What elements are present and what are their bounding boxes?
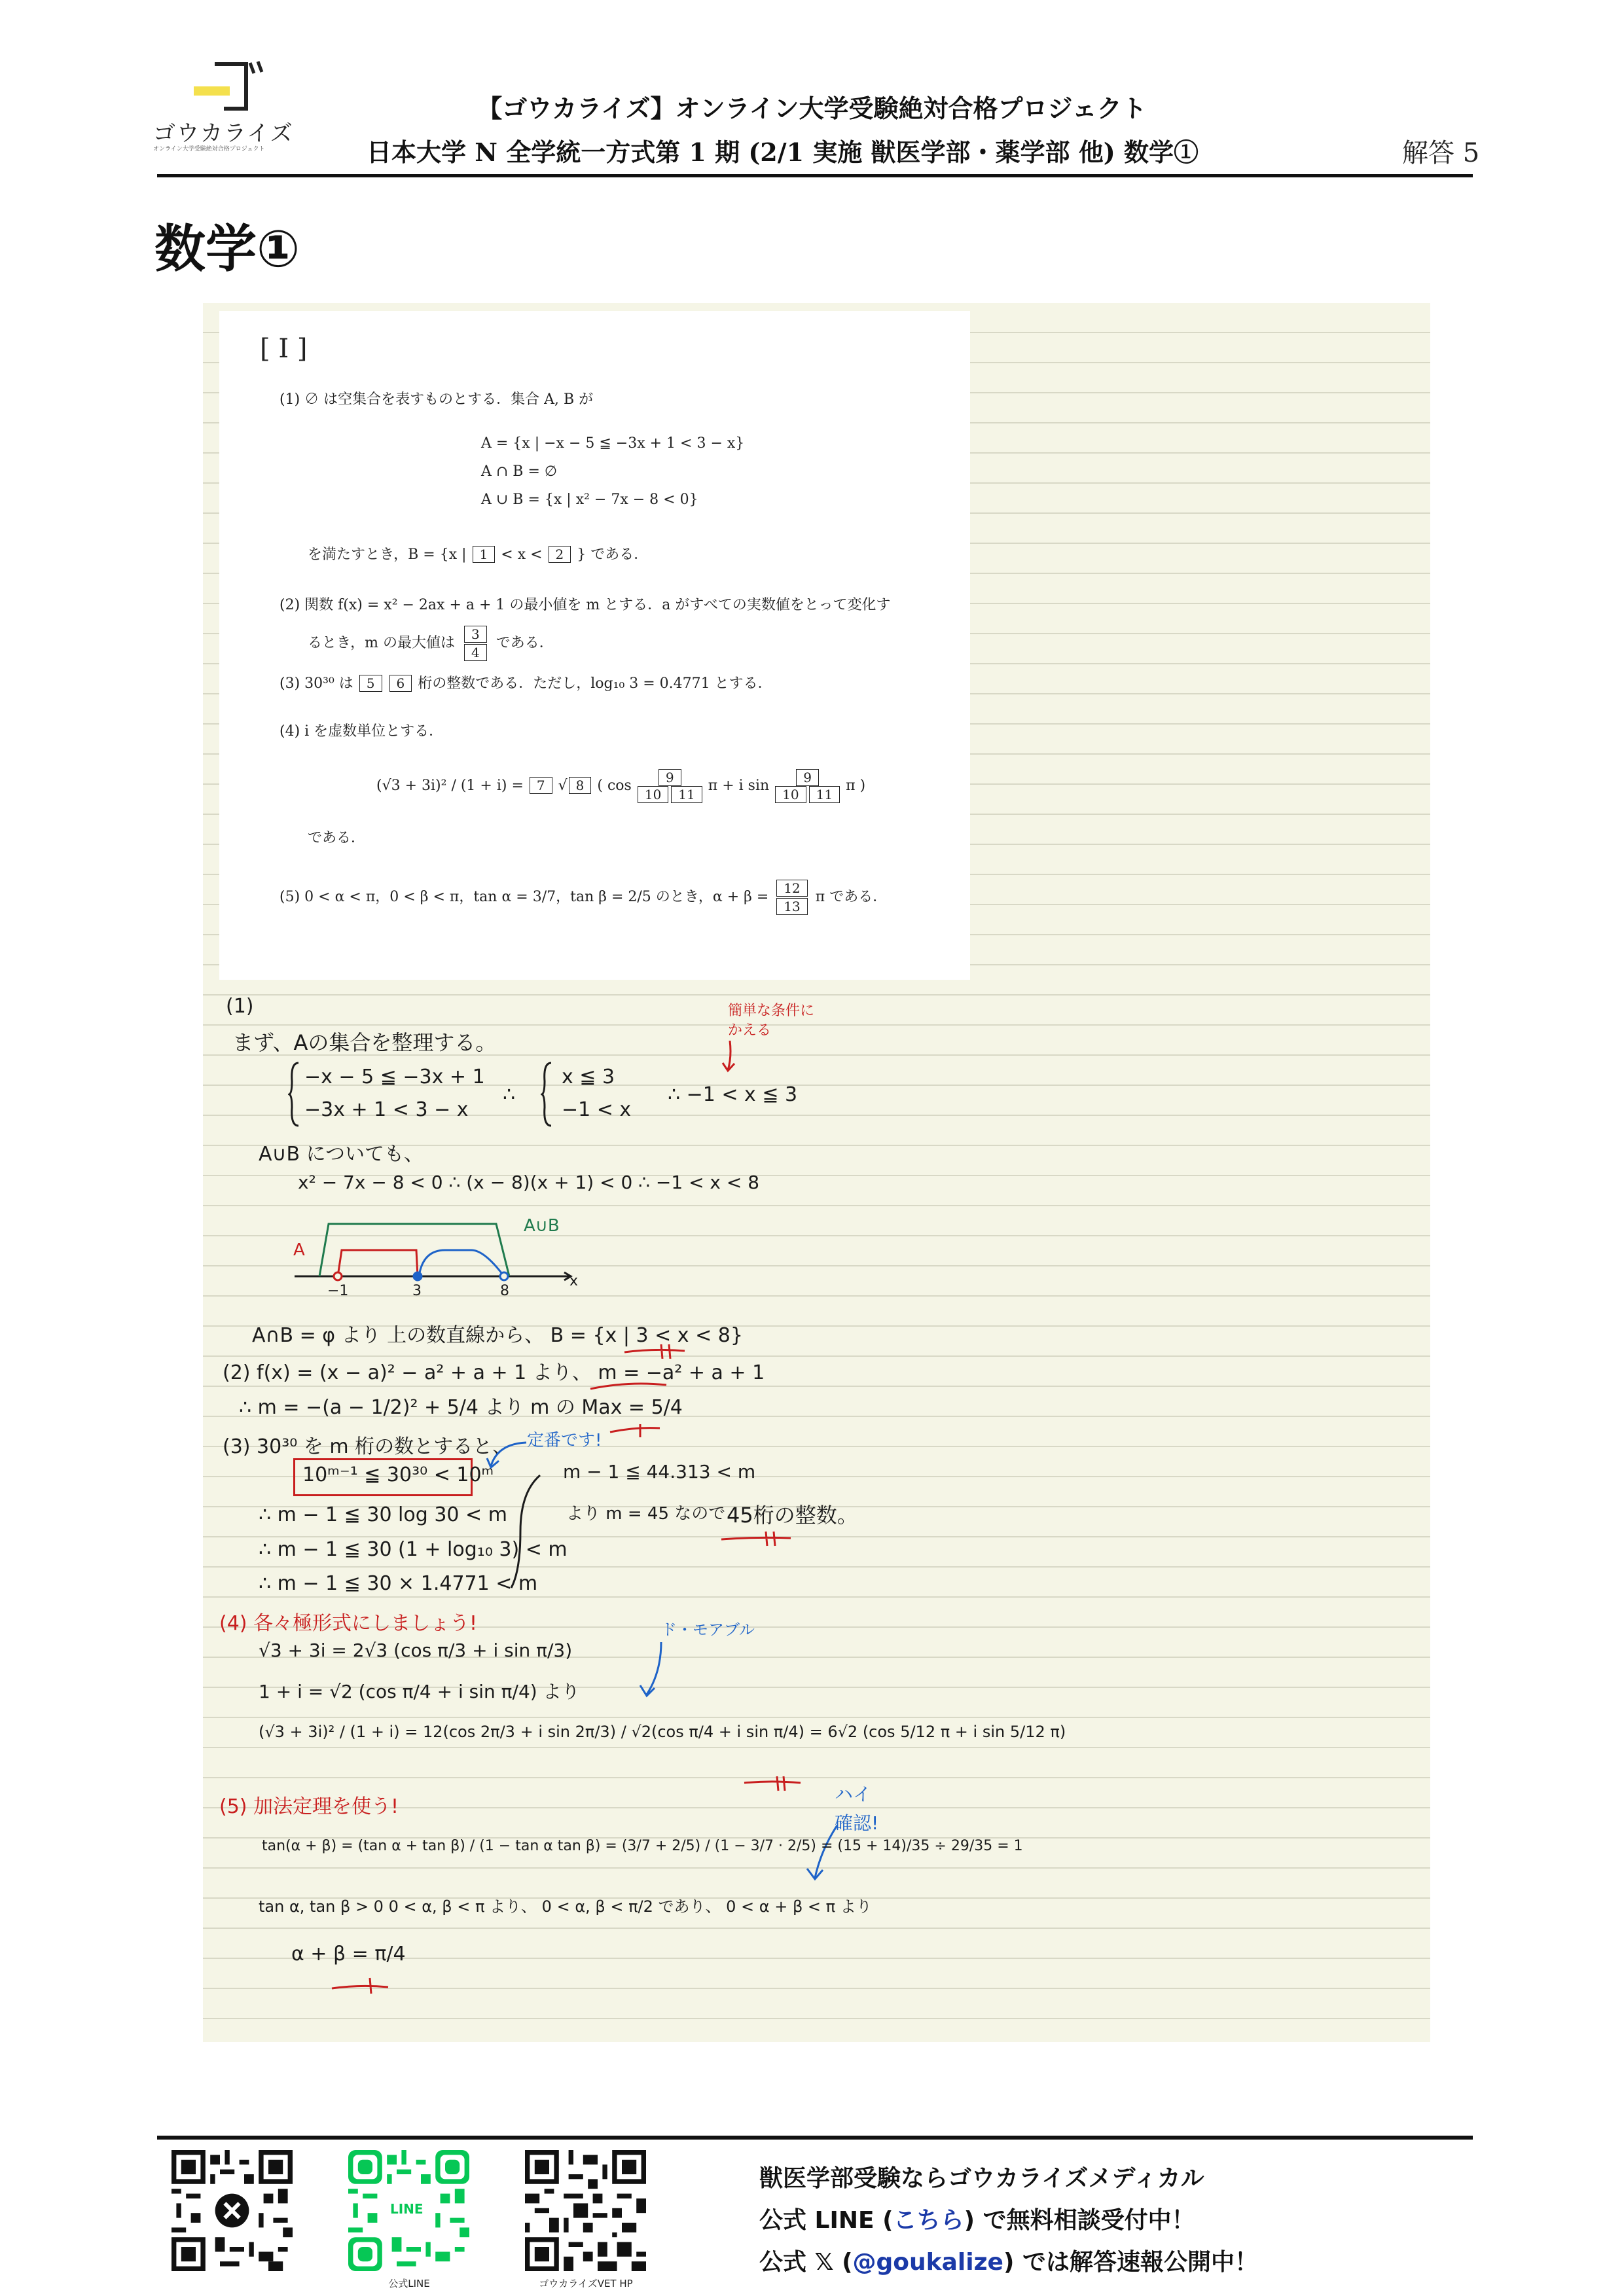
line-qr-label: 公式LINE [388,2278,430,2289]
q1-tail-c: } である． [577,547,649,563]
answer-box-9b: 9 [796,769,819,786]
header-divider [157,174,1473,177]
x-qr-code[interactable] [171,2150,293,2271]
tick-minus1: −1 [327,1283,349,1299]
q4-mid: π + i sin [708,778,770,794]
part3-bracket [507,1473,547,1590]
part4-label: (4) 各々極形式にしましょう! [219,1612,478,1635]
header-title: 【ゴウカライズ】オンライン大学受験絶対合格プロジェクト [477,94,1147,123]
logo-name: ゴウカライズ [153,120,294,147]
header-subtitle: 日本大学 N 全学統一方式第 1 期 (2/1 実施 獣医学部・薬学部 他) 数学① [367,137,1199,167]
brace-1 [288,1062,301,1127]
part3-result: 45桁の整数。 [727,1503,858,1528]
footer-line-2 [759,2202,1195,2235]
q4-frac-cos [636,769,704,803]
footer-line-3a: 公式 𝕏 ( [759,2249,853,2276]
answer-mark-3 [609,1420,661,1440]
x-account-link[interactable]: @goukalize [852,2249,1003,2276]
label-set-a: A [293,1240,305,1260]
part3-label: (3) 30³⁰ を m 桁の数とすると、 [223,1435,513,1458]
system2-a: x ≦ 3 [562,1066,615,1088]
q4-intro: (4) i を虚数単位とする． [280,723,444,740]
q3-a: (3) 30³⁰ は [280,675,353,692]
answer-mark-4 [720,1528,792,1547]
part3-step2: ∴ m − 1 ≦ 30 (1 + log₁₀ 3) < m [259,1538,568,1561]
q4-end: π ) [846,778,866,794]
answer-box-10b: 10 [775,786,806,803]
set-b-region [419,1250,504,1276]
open-point-8 [500,1272,508,1280]
answer-mark-6 [331,1975,389,1995]
brace-2 [541,1062,554,1127]
q5-fraction [776,879,808,916]
q4-sqrt: √ [558,778,568,794]
part3-note: 定番です! [527,1431,602,1450]
answer-box-4: 4 [464,644,487,661]
answer-box-12: 12 [776,880,807,897]
part1-result-a: ∴ −1 < x ≦ 3 [668,1083,798,1106]
vet-hp-qr-label: ゴウカライズVET HP [539,2278,633,2289]
problem-heading: [ I ] [260,334,308,364]
part3-step3: ∴ m − 1 ≦ 30 × 1.4771 < m [259,1572,538,1595]
q1-intro: (1) ∅ は空集合を表すものとする．集合 A, B が [280,391,594,408]
q2-line2a: るとき，m の最大値は [308,635,455,651]
part1-label: (1) [226,995,254,1018]
q1-tail-b: < x < [501,547,543,563]
answer-box-2: 2 [549,546,571,563]
part5-note: ハイ 確認! [835,1784,879,1834]
answer-box-8: 8 [569,777,592,794]
part3-step1: ∴ m − 1 ≦ 30 log 30 < m [259,1503,507,1526]
q5-line [280,879,887,916]
tick-8: 8 [500,1283,509,1299]
part5-label: (5) 加法定理を使う! [219,1795,399,1818]
q1-eq3: A ∪ B = {x | x² − 7x − 8 < 0} [481,492,698,508]
footer-line-1: 獣医学部受験ならゴウカライズメディカル [759,2165,1204,2192]
answer-box-3: 3 [464,626,487,643]
answer-box-7: 7 [530,777,552,794]
q3-line [280,672,772,692]
open-point-minus1 [334,1272,342,1280]
part1-union-eq: x² − 7x − 8 < 0 ∴ (x − 8)(x + 1) < 0 ∴ −1 < x < 8 [298,1172,760,1193]
q4-frac-sin [774,769,841,803]
answer-mark-5 [743,1772,802,1792]
q4-equation [376,769,865,803]
system2-b: −1 < x [562,1098,632,1121]
part4-polar1: √3 + 3i = 2√3 (cos π/3 + i sin π/3) [259,1640,573,1661]
answer-page-label: 解答 5 [1402,138,1480,168]
section-title: 数学① [154,220,300,279]
q5-a: (5) 0 < α < π，0 < β < π，tan α = 3/7，tan β = 2/5 のとき，α + β = [280,889,769,905]
answer-box-5: 5 [359,675,382,692]
footer-divider [157,2136,1473,2140]
footer-line-2a: 公式 LINE ( [759,2207,893,2234]
answer-box-9a: 9 [659,769,681,786]
part4-note-arrow [635,1640,668,1698]
answer-box-13: 13 [776,898,807,915]
vet-hp-qr-code[interactable] [525,2150,646,2271]
part4-result: (√3 + 3i)² / (1 + i) = 12(cos 2π/3 + i sin 2π/3) / √2(cos π/4 + i sin π/4) = 6√2 (cos 5/12 π + i sin 5/12 π) [259,1723,1066,1741]
part3-right2: より m = 45 なので [566,1504,726,1524]
q4-tail: である． [308,830,366,846]
part1-note-arrow [720,1041,740,1073]
part5-range: tan α, tan β > 0 0 < α, β < π より、 0 < α, β < π/2 であり、 0 < α + β < π より [259,1897,872,1916]
q3-b: 桁の整数である．ただし，log₁₀ 3 = 0.4771 とする． [418,675,772,692]
q4-cos: ( cos [597,778,632,794]
system1-a: −x − 5 ≦ −3x + 1 [304,1066,485,1088]
line-link[interactable]: こちら [893,2207,964,2234]
part1-intro: まず、Aの集合を整理する。 [232,1030,497,1055]
q2-line2 [308,625,554,662]
q1-eq2: A ∩ B = ∅ [481,463,558,480]
part4-note: ド・モアブル [661,1621,755,1639]
tick-3: 3 [412,1283,422,1299]
q1-tail-a: を満たすとき，B = {x | [308,547,467,563]
answer-box-6: 6 [389,675,412,692]
system1-b: −3x + 1 < 3 − x [304,1098,469,1121]
part2-line2: ∴ m = −(a − 1/2)² + 5/4 より m の Max = 5/4 [239,1396,683,1419]
label-x-axis: x [569,1273,579,1289]
part4-polar2: 1 + i = √2 (cos π/4 + i sin π/4) より [259,1681,580,1702]
q5-b: π である． [815,889,888,905]
label-set-union: A∪B [524,1216,560,1236]
part3-right1: m − 1 ≦ 44.313 < m [563,1461,756,1482]
part2-line1: (2) f(x) = (x − a)² − a² + a + 1 より、 m = −a² + a + 1 [223,1361,765,1384]
closed-point-3 [414,1272,422,1280]
footer-line-3 [759,2244,1258,2277]
part1-conclusion: A∩B = φ より 上の数直線から、 B = {x | 3 < x < 8} [252,1324,743,1347]
answer-box-11a: 11 [671,786,702,803]
answer-box-11b: 11 [809,786,840,803]
set-a-region [338,1250,418,1276]
problem-card [219,311,970,980]
q2-line2b: である． [496,635,554,651]
line-qr-center-label: LINE [390,2201,424,2217]
answer-box-1: 1 [473,546,496,563]
q4-lhs: (√3 + 3i)² / (1 + i) = [376,778,524,794]
part5-addition-formula: tan(α + β) = (tan α + tan β) / (1 − tan α tan β) = (3/7 + 2/5) / (1 − 3/7 · 2/5) = (15 + 14)/35 ÷ 29/35 = 1 [262,1838,1023,1854]
therefore-1: ∴ [503,1083,516,1106]
part1-note: 簡単な条件に かえる [728,1003,815,1039]
footer-line-3b: ) では解答速報公開中！ [1003,2249,1258,2276]
q1-eq1: A = {x | −x − 5 ≦ −3x + 1 < 3 − x} [481,435,745,452]
q2-line1: (2) 関数 f(x) = x² − 2ax + a + 1 の最小値を m とする．a がすべての実数値をとって変化す [280,597,891,613]
answer-box-10a: 10 [638,786,668,803]
q2-fraction [463,625,488,662]
part1-union-intro: A∪B についても、 [259,1143,424,1166]
part5-result: α + β = π/4 [291,1943,406,1965]
q1-answer-line [308,543,648,564]
footer-line-2b: ) で無料相談受付中！ [964,2207,1195,2234]
part3-key-inequality: 10ᵐ⁻¹ ≦ 30³⁰ < 10ᵐ [302,1463,494,1486]
logo-subtitle: オンライン大学受験絶対合格プロジェクト [153,146,265,152]
